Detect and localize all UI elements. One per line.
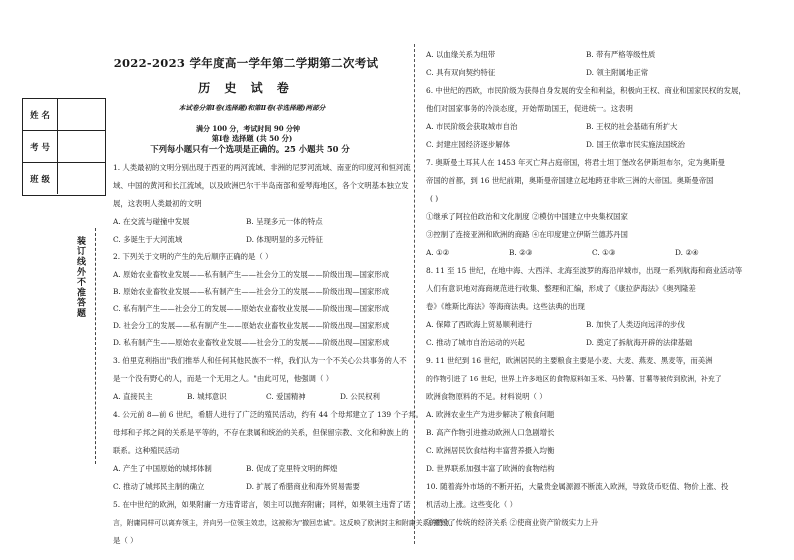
q10-stem-line2: 机活动上涨。这些变化（ ）: [426, 500, 518, 509]
q3-option-b: B. 城邦意识: [187, 392, 227, 401]
exam-structure-note: 本试卷分第Ⅰ卷(选择题)和第Ⅱ卷(非选择题)两部分: [178, 104, 326, 112]
q9-option-d: D. 世界联系加强丰富了欧洲的食物结构: [426, 464, 555, 473]
column-divider: [414, 44, 415, 544]
q1-option-c: C. 多诞生于大河流域: [113, 235, 183, 244]
q3-option-d: D. 公民权利: [340, 392, 380, 401]
class-label: 班 级: [23, 163, 58, 194]
q7-option-a: A. ①②: [426, 248, 450, 257]
q10-statements-1: ①摧毁了传统的经济关系 ②使商业资产阶级实力上升: [426, 518, 599, 527]
q7-statements-2: ③控制了连接亚洲和欧洲的商路 ④在印度建立伊斯兰德苏丹国: [426, 230, 628, 239]
q7-option-b: B. ②③: [509, 248, 533, 257]
q1-option-b: B. 呈现多元一体的特点: [246, 217, 323, 226]
section-heading: 第Ⅰ卷 选择题 (共 50 分): [211, 134, 293, 143]
q4-option-b: B. 促成了克里特文明的辉煌: [246, 464, 338, 473]
q3-option-c: C. 爱国精神: [266, 392, 306, 401]
name-row: [23, 99, 105, 131]
q5-option-b: B. 带有严格等级性质: [586, 50, 656, 59]
q1-stem-line2: 域、中国的黄河和长江流域，以及欧洲巴尔干半岛南部和爱琴海地区，各个文明基本独立发: [113, 181, 409, 190]
q2-option-c: C. 私有制产生——社会分工的发展——原始农业畜牧业发展——阶级出现—国家形成: [113, 304, 390, 313]
q3-stem-line2: 是一个没有野心的人，而是一个无用之人。"由此可见，他强调（ ）: [113, 374, 334, 383]
q9-option-c: C. 欧洲居民饮食结构丰富营养摄入均衡: [426, 446, 555, 455]
q7-stem-line2: 帝国的首都，到 16 世纪前期，奥斯曼帝国建立起地跨亚非欧三洲的大帝国。奥斯曼帝国: [426, 176, 714, 185]
q8-stem-line2: 人们有意识地对海商规范进行收集、整理和汇编，形成了《康拉萨海法》《奥列隆差: [426, 284, 696, 293]
class-row: [23, 163, 105, 195]
q2-stem: 2. 下列关于文明的产生的先后顺序正确的是（ ）: [113, 252, 273, 261]
q2-option-b: B. 原始农业畜牧业发展——私有制产生——社会分工的发展——阶级出现—国家形成: [113, 287, 390, 296]
q6-option-d: D. 国王依靠市民实施法国统治: [586, 140, 686, 149]
q7-option-d: D. ②④: [675, 248, 699, 257]
binding-line-warning: 装订线外不准答题: [75, 236, 85, 319]
q6-stem-line2: 他们对国家事务的冷淡态度，开始帮助国王，促进统一。这表明: [426, 104, 633, 113]
q6-option-c: C. 封建庄园经济逐步解体: [426, 140, 510, 149]
section-instruction: 下列每小题只有一个选项是正确的。25 小题共 50 分: [150, 144, 350, 154]
q1-option-a: A. 在交流与碰撞中发展: [113, 217, 190, 226]
score-time-note: 满分 100 分，考试时间 90 分钟: [195, 124, 301, 133]
q2-option-d: D. 社会分工的发展——私有制产生——原始农业畜牧业发展——阶级出现—国家形成: [113, 321, 390, 330]
q5-option-a: A. 以血缘关系为纽带: [426, 50, 496, 59]
q9-stem-line3: 欧洲食物原料的不足。材料说明（ ）: [426, 392, 547, 401]
q6-stem-line1: 6. 中世纪的西欧，市民阶级为获得自身发展的安全和利益，积极向王权、商业和国家民权的发展，: [426, 86, 746, 95]
q5-stem-line1: 5. 在中世纪的欧洲，如果附庸一方违背诺言，领主可以抛弃附庸；同样，如果领主违背了诺: [113, 500, 411, 509]
q2-option-a: A. 原始农业畜牧业发展——私有制产生——社会分工的发展——阶级出现—国家形成: [113, 270, 390, 279]
exam-number-label: 考 号: [23, 131, 58, 162]
q3-stem-line1: 3. 伯里克利指出"我们推举人和任何其他民族不一样，我们认为一个不关心公共事务的人不: [113, 356, 407, 365]
q8-stem-line1: 8. 11 至 15 世纪，在地中海、大西洋、北海至波罗的海沿岸城市，出现一系列航海和商业活动等: [426, 266, 743, 275]
binding-dashed-line: [95, 228, 96, 464]
student-info-box: [22, 98, 106, 196]
q9-stem-line1: 9. 11 世纪到 16 世纪，欧洲居民的主要粮食主要是小麦、大麦、燕麦、黑麦等，而美洲: [426, 356, 713, 365]
q3-option-a: A. 直接民主: [113, 392, 153, 401]
q9-stem-line2: 的作物引进了 16 世纪，世界上许多地区的食物原料如玉米、马铃薯、甘薯等被传到欧洲，补充了: [426, 375, 722, 383]
exam-number-row: [23, 131, 105, 163]
q8-option-a: A. 保障了西欧海上贸易顺利进行: [426, 320, 533, 329]
q1-stem-line1: 1. 人类最初的文明分别出现于西亚的两河流域、非洲的尼罗河流域、南亚的印度河和恒河流: [113, 163, 411, 172]
q10-stem-line1: 10. 随着海外市场的不断开拓，大量贵金属源源不断流入欧洲，导致货币贬值、物价上涨、投: [426, 482, 729, 491]
q7-stem-line3: ( ): [430, 194, 439, 203]
q2-option-d2: D. 私有制产生——原始农业畜牧业发展——社会分工的发展——阶级出现—国家形成: [113, 338, 390, 347]
exam-title: 2022-2023 学年度高一学年第二学期第二次考试: [113, 56, 379, 70]
q5-option-c: C. 具有双向契约特征: [426, 68, 496, 77]
q9-option-a: A. 欧洲农业生产为进步解决了粮食问题: [426, 410, 555, 419]
q6-option-a: A. 市民阶级会获取城市自治: [426, 122, 518, 131]
q5-option-d: D. 领主附属地正常: [586, 68, 649, 77]
q5-stem-line3: 是（ ）: [113, 536, 138, 545]
q8-stem-line3: 卷》《维斯比海法》等海商法典。这些法典的出现: [426, 302, 585, 311]
q7-option-c: C. ①③: [592, 248, 616, 257]
q5-stem-line2: 言，附庸同样可以离弃领主，并向另一位领主效忠，这被称为"撤回忠诚"。这反映了欧洲封主和附庸关系的特点: [113, 519, 451, 527]
q7-stem-line1: 7. 奥斯曼土耳其人在 1453 年灭亡拜占庭帝国，将君士坦丁堡改名伊斯坦布尔，定为奥斯曼: [426, 158, 725, 167]
q4-option-c: C. 推动了城邦民主制的确立: [113, 482, 205, 491]
q9-option-b: B. 高产作物引进推动欧洲人口急剧增长: [426, 428, 555, 437]
exam-subtitle: 历 史 试 卷: [198, 81, 294, 95]
q4-stem-line1: 4. 公元前 8—前 6 世纪，希腊人进行了广泛的殖民活动，约有 44 个母邦建立了 139 个子邦。: [113, 410, 424, 419]
q8-option-c: C. 推动了城市自治运动的兴起: [426, 338, 525, 347]
q7-statements-1: ①继承了阿拉伯政治和文化制度 ②模仿中国建立中央集权国家: [426, 212, 628, 221]
q8-option-d: D. 奠定了拆航海开辟的法律基础: [586, 338, 693, 347]
q6-option-b: B. 王权的社会基础有所扩大: [586, 122, 678, 131]
name-label: 姓 名: [23, 99, 58, 130]
q1-stem-line3: 展，这表明人类最初的文明: [113, 199, 202, 208]
q4-stem-line2: 母邦和子邦之间的关系是平等的，不存在隶属和统治的关系，但保留宗教、文化和种族上的: [113, 428, 409, 437]
q4-option-a: A. 产生了中国原始的城邦体制: [113, 464, 212, 473]
q4-stem-line3: 联系。这种殖民活动: [113, 446, 180, 455]
q8-option-b: B. 加快了人类迈向远洋的步伐: [586, 320, 685, 329]
q1-option-d: D. 体现明显的多元特征: [246, 235, 323, 244]
q4-option-d: D. 扩展了希腊商业和海外贸易需要: [246, 482, 360, 491]
